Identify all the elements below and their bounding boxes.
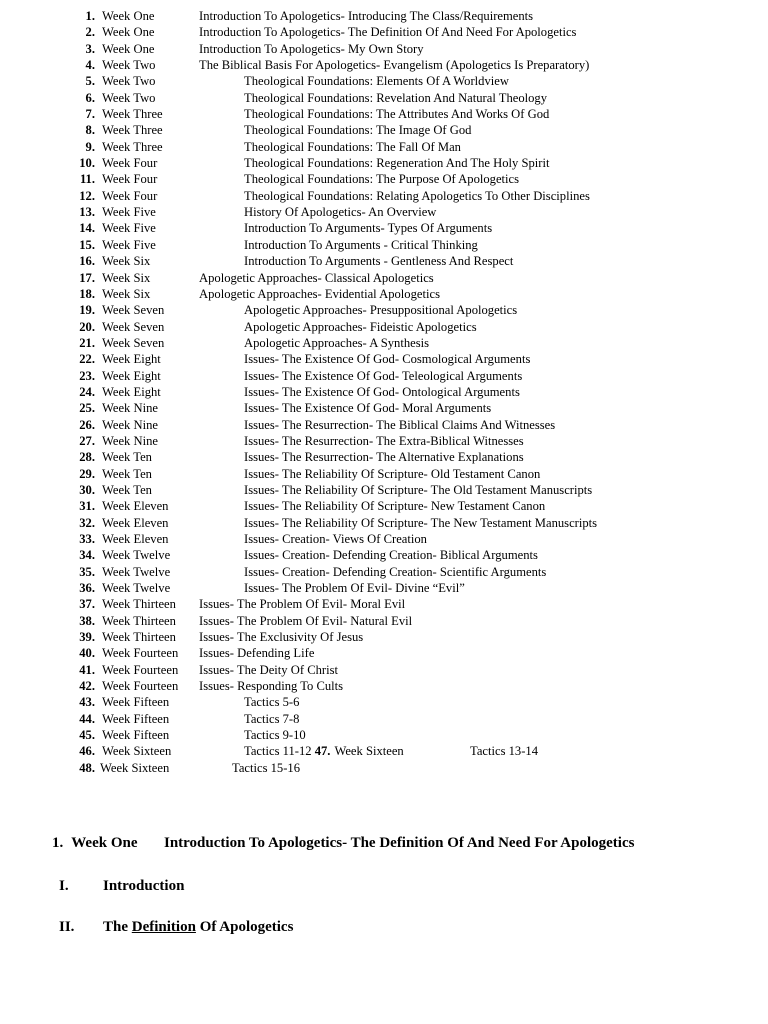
row-week: Week Two — [102, 74, 156, 89]
syllabus-row — [0, 73, 768, 89]
row-topic-text: The Biblical Basis For Apologetics- Evangelism (Apologetics Is Preparatory) — [199, 58, 590, 73]
row-week: Week Four — [102, 188, 158, 203]
row-topic — [244, 319, 477, 335]
lesson-heading — [52, 835, 635, 852]
row-number: 33. — [79, 532, 95, 546]
syllabus-row — [0, 482, 768, 498]
row-topic-text: Issues- The Existence Of God- Teleological Arguments — [244, 368, 523, 383]
row-number: 10. — [79, 156, 95, 171]
syllabus-row — [0, 57, 768, 73]
syllabus-row — [0, 629, 768, 645]
row-number: 4. — [85, 58, 95, 73]
row-topic — [244, 106, 549, 122]
row-week: Week Fifteen — [102, 695, 170, 710]
row-topic-text: Introduction To Arguments- Types Of Arguments — [244, 221, 493, 236]
row-week: Week Five — [102, 221, 156, 236]
row-topic — [199, 24, 576, 40]
row-topic-text: History Of Apologetics- An Overview — [244, 205, 437, 220]
row-topic — [244, 188, 590, 204]
row-number: 1. — [85, 9, 95, 23]
row-week: Week Thirteen — [102, 630, 176, 645]
row-week: Week Thirteen — [102, 597, 176, 612]
syllabus-row — [0, 743, 768, 759]
row-week: Week Six — [102, 286, 151, 301]
row-topic-text: Tactics 11-12 — [244, 744, 312, 759]
outline-text-part: Of Apologetics — [195, 919, 294, 935]
row-week: Week Eight — [102, 352, 161, 367]
row-week: Week Nine — [102, 401, 158, 416]
syllabus-row — [0, 8, 768, 24]
row-number: 12. — [79, 188, 95, 203]
syllabus-row — [0, 270, 768, 286]
row-topic — [244, 498, 545, 514]
row-topic-text: Issues- Creation- Defending Creation- Biblical Arguments — [244, 548, 538, 563]
row-topic — [244, 368, 522, 384]
row-number: 18. — [79, 286, 95, 301]
row-topic — [244, 384, 520, 400]
syllabus-row — [0, 694, 768, 710]
row-topic — [244, 171, 519, 187]
outline-text-part: The — [103, 919, 132, 935]
row-week: Week Four — [102, 172, 158, 187]
row-number: 35. — [79, 564, 95, 579]
row-topic-text: Issues- The Problem Of Evil- Natural Evil — [199, 613, 413, 628]
syllabus-list — [0, 8, 768, 776]
row-topic-text: Issues- The Exclusivity Of Jesus — [199, 630, 364, 645]
row-topic — [244, 400, 491, 416]
lesson-number: 1. — [52, 835, 64, 851]
syllabus-row — [0, 351, 768, 367]
row-week: Week Nine — [102, 417, 158, 432]
row-topic — [244, 417, 555, 433]
row-topic-text: Issues- The Resurrection- The Alternative Explanations — [244, 450, 524, 465]
row-number: 11. — [79, 172, 95, 187]
row-topic — [244, 449, 524, 465]
row-topic — [199, 57, 589, 73]
row-week: Week Five — [102, 205, 156, 220]
syllabus-row — [0, 319, 768, 335]
syllabus-row — [0, 400, 768, 416]
syllabus-row — [0, 449, 768, 465]
row-number: 9. — [85, 139, 95, 154]
outline-text — [103, 919, 293, 936]
row-topic-text: Apologetic Approaches- A Synthesis — [244, 335, 430, 350]
syllabus-row — [0, 564, 768, 580]
outline-numeral: I. — [59, 878, 69, 894]
row-week: Week Four — [102, 156, 158, 171]
row-topic-text: Theological Foundations: The Purpose Of Apologetics — [244, 172, 520, 187]
row-week: Week One — [102, 9, 155, 23]
row-topic-text: Theological Foundations: Elements Of A Worldview — [244, 74, 509, 89]
row-week: Week Eight — [102, 384, 161, 399]
row-week: Week Eight — [102, 368, 161, 383]
row-week: Week Ten — [102, 466, 152, 481]
syllabus-row — [0, 613, 768, 629]
syllabus-row — [0, 368, 768, 384]
row-topic-text: Issues- The Problem Of Evil- Moral Evil — [199, 597, 406, 612]
row-topic-text: Issues- Creation- Views Of Creation — [244, 532, 427, 546]
row-week: Week Five — [102, 237, 156, 252]
row-topic — [244, 466, 540, 482]
row-week: Week Two — [102, 90, 156, 105]
row-week: Week Fourteen — [102, 679, 179, 694]
row-week: Week Seven — [102, 319, 165, 334]
row-week: Week Eleven — [102, 532, 169, 546]
row-week: Week Twelve — [102, 548, 171, 563]
syllabus-row — [0, 139, 768, 155]
row-number: 14. — [79, 221, 95, 236]
row-topic — [244, 90, 547, 106]
row-topic-text: Apologetic Approaches- Fideistic Apologetics — [244, 319, 477, 334]
row-topic — [244, 547, 538, 563]
row-topic-text: Issues- Creation- Defending Creation- Scientific Arguments — [244, 564, 547, 579]
row-topic — [244, 694, 299, 710]
row-number: 28. — [79, 450, 95, 465]
row-topic-text: Theological Foundations: The Attributes And Works Of God — [244, 107, 550, 122]
row-week: Week Six — [102, 270, 151, 285]
row-number: 27. — [79, 433, 95, 448]
row-topic-text: Apologetic Approaches- Classical Apologetics — [199, 270, 434, 285]
row-week: Week Sixteen — [334, 744, 404, 759]
row-topic-text: Tactics 7-8 — [244, 711, 300, 726]
row-number: 41. — [79, 662, 95, 677]
row-number: 21. — [79, 335, 95, 350]
syllabus-row — [0, 417, 768, 433]
row-number: 37. — [79, 597, 95, 612]
row-topic — [244, 711, 299, 727]
row-week: Week Sixteen — [102, 744, 172, 759]
syllabus-row — [0, 253, 768, 269]
row-topic-text: Issues- The Existence Of God- Moral Arguments — [244, 401, 492, 416]
row-number: 22. — [79, 352, 95, 367]
row-week: Week Nine — [102, 433, 158, 448]
row-topic-text: Issues- The Resurrection- The Extra-Biblical Witnesses — [244, 433, 524, 448]
row-number: 44. — [79, 711, 95, 726]
row-week: Week Thirteen — [102, 613, 176, 628]
syllabus-row — [0, 596, 768, 612]
row-topic-text: Introduction To Apologetics- Introducing The Class/Requirements — [199, 9, 534, 23]
row-week: Week Seven — [102, 303, 165, 318]
row-number: 6. — [85, 90, 95, 105]
row-topic — [244, 155, 549, 171]
row-topic-text: Issues- The Deity Of Christ — [199, 662, 338, 677]
row-topic — [199, 270, 434, 286]
outline-text — [103, 878, 184, 895]
row-week: Week Fifteen — [102, 711, 170, 726]
syllabus-row — [0, 41, 768, 57]
row-topic-text: Introduction To Apologetics- My Own Story — [199, 41, 424, 56]
row-number: 26. — [79, 417, 95, 432]
row-number: 47. — [314, 744, 331, 759]
row-number: 20. — [79, 319, 95, 334]
row-topic-text: Theological Foundations: Relating Apologetics To Other Disciplines — [244, 188, 590, 203]
row-week: Week Twelve — [102, 564, 171, 579]
row-topic — [199, 645, 314, 661]
row-topic — [199, 662, 338, 678]
row-topic-text: Issues- The Resurrection- The Biblical Claims And Witnesses — [244, 417, 556, 432]
row-topic-text: Issues- The Existence Of God- Cosmological Arguments — [244, 352, 531, 367]
row-topic — [244, 515, 597, 531]
row-topic — [244, 122, 471, 138]
row-topic-text: Tactics 9-10 — [244, 728, 306, 743]
row-number: 43. — [79, 695, 95, 710]
row-number: 19. — [79, 303, 95, 318]
syllabus-row — [0, 24, 768, 40]
row-topic-text: Theological Foundations: The Image Of God — [244, 123, 472, 138]
row-week: Week One — [102, 41, 155, 56]
row-number: 31. — [79, 499, 95, 514]
row-number: 45. — [79, 728, 95, 743]
syllabus-row — [0, 220, 768, 236]
syllabus-row — [0, 204, 768, 220]
row-topic — [199, 629, 363, 645]
syllabus-row — [0, 302, 768, 318]
row-number: 13. — [79, 205, 95, 220]
outline-numeral: II. — [59, 919, 75, 935]
row-topic — [244, 237, 478, 253]
row-topic — [244, 351, 530, 367]
row-number: 39. — [79, 630, 95, 645]
row-week: Week Twelve — [102, 581, 171, 596]
row-number: 23. — [79, 368, 95, 383]
row-week: Week Fifteen — [102, 728, 170, 743]
syllabus-row — [0, 760, 768, 776]
row-week: Week Two — [102, 58, 156, 73]
syllabus-row — [0, 727, 768, 743]
syllabus-row — [0, 547, 768, 563]
row-topic — [244, 531, 427, 547]
row-number: 42. — [79, 679, 95, 694]
row-topic: Tactics 13-14 — [470, 744, 539, 759]
row-week: Week Eleven — [102, 499, 169, 514]
row-number: 17. — [79, 270, 95, 285]
row-week: Week Ten — [102, 482, 152, 497]
syllabus-row — [0, 662, 768, 678]
syllabus-row — [0, 90, 768, 106]
syllabus-row — [0, 335, 768, 351]
row-topic — [244, 564, 546, 580]
row-topic — [199, 678, 343, 694]
row-number: 30. — [79, 482, 95, 497]
row-topic — [244, 204, 436, 220]
row-topic-text: Issues- The Existence Of God- Ontological Arguments — [244, 384, 520, 399]
row-topic-text: Issues- The Reliability Of Scripture- New Testament Canon — [244, 499, 546, 514]
syllabus-row — [0, 466, 768, 482]
syllabus-row — [0, 122, 768, 138]
row-topic — [244, 139, 461, 155]
row-topic-text: Theological Foundations: Regeneration And The Holy Spirit — [244, 156, 550, 171]
row-number: 5. — [85, 74, 95, 89]
syllabus-row — [0, 580, 768, 596]
row-number: 2. — [85, 25, 95, 40]
row-week: Week Sixteen — [100, 760, 170, 775]
row-number: 48. — [79, 760, 95, 775]
row-number: 40. — [79, 646, 95, 661]
row-topic-text: Issues- Defending Life — [199, 646, 315, 661]
lesson-title: Introduction To Apologetics- The Definition Of And Need For Apologetics — [164, 835, 635, 851]
row-topic — [244, 335, 429, 351]
row-topic — [199, 613, 412, 629]
row-number: 16. — [79, 254, 95, 269]
row-topic — [199, 41, 424, 57]
row-topic — [199, 596, 405, 612]
row-number: 34. — [79, 548, 95, 563]
row-week: Week Fourteen — [102, 662, 179, 677]
row-number: 38. — [79, 613, 95, 628]
row-week: Week Three — [102, 123, 163, 138]
row-number: 15. — [79, 237, 95, 252]
row-number: 3. — [85, 41, 95, 56]
syllabus-row — [0, 188, 768, 204]
row-topic-text: Theological Foundations: Revelation And Natural Theology — [244, 90, 548, 105]
row-topic-text: Tactics 5-6 — [244, 695, 300, 710]
row-topic-text: Issues- Responding To Cults — [199, 679, 344, 694]
row-week: Week Seven — [102, 335, 165, 350]
syllabus-row — [0, 498, 768, 514]
row-number: 29. — [79, 466, 95, 481]
row-week: Week Three — [102, 139, 163, 154]
row-topic — [244, 727, 306, 743]
row-topic: Tactics 15-16 — [232, 760, 301, 775]
syllabus-row — [0, 384, 768, 400]
row-week: Week One — [102, 25, 155, 40]
row-number: 7. — [85, 107, 95, 122]
row-topic — [244, 482, 592, 498]
row-number: 8. — [85, 123, 95, 138]
syllabus-row — [0, 711, 768, 727]
syllabus-row — [0, 678, 768, 694]
row-topic — [244, 253, 513, 269]
outline-text-part: Introduction — [103, 878, 185, 894]
row-topic-text: Introduction To Apologetics- The Definition Of And Need For Apologetics — [199, 25, 577, 40]
row-topic-text: Apologetic Approaches- Presuppositional Apologetics — [244, 303, 518, 318]
row-topic — [244, 302, 517, 318]
row-number: 25. — [79, 401, 95, 416]
row-topic — [244, 73, 509, 89]
row-week: Week Eleven — [102, 515, 169, 530]
row-week: Week Ten — [102, 450, 152, 465]
row-topic — [244, 433, 524, 449]
row-topic — [199, 286, 440, 302]
row-topic — [244, 580, 465, 596]
row-week: Week Six — [102, 254, 151, 269]
outline-underlined-term: Definition — [131, 919, 196, 935]
row-topic-text: Apologetic Approaches- Evidential Apologetics — [199, 286, 440, 301]
row-topic-text: Theological Foundations: The Fall Of Man — [244, 139, 461, 154]
row-week: Week Fourteen — [102, 646, 179, 661]
syllabus-row — [0, 531, 768, 547]
row-number: 24. — [79, 384, 95, 399]
row-topic-text: Introduction To Arguments - Gentleness And Respect — [244, 254, 514, 269]
row-number: 36. — [79, 581, 95, 596]
row-topic-text: Introduction To Arguments - Critical Thinking — [244, 237, 478, 252]
row-topic-text: Issues- The Reliability Of Scripture- Old Testament Canon — [244, 466, 541, 481]
syllabus-row — [0, 433, 768, 449]
syllabus-row — [0, 171, 768, 187]
syllabus-row — [0, 286, 768, 302]
row-topic-text: Issues- The Reliability Of Scripture- The Old Testament Manuscripts — [244, 482, 593, 497]
row-number: 46. — [79, 744, 95, 759]
syllabus-row — [0, 515, 768, 531]
syllabus-row — [0, 237, 768, 253]
row-topic-text: Issues- The Reliability Of Scripture- The New Testament Manuscripts — [244, 515, 598, 530]
syllabus-row — [0, 106, 768, 122]
row-topic — [244, 220, 492, 236]
row-topic — [244, 743, 539, 759]
row-topic — [199, 8, 533, 24]
row-number: 32. — [79, 515, 95, 530]
lesson-week: Week One — [71, 835, 138, 851]
syllabus-row — [0, 645, 768, 661]
row-topic-text: Issues- The Problem Of Evil- Divine “Evil” — [244, 581, 465, 596]
syllabus-row — [0, 155, 768, 171]
row-week: Week Three — [102, 107, 163, 122]
